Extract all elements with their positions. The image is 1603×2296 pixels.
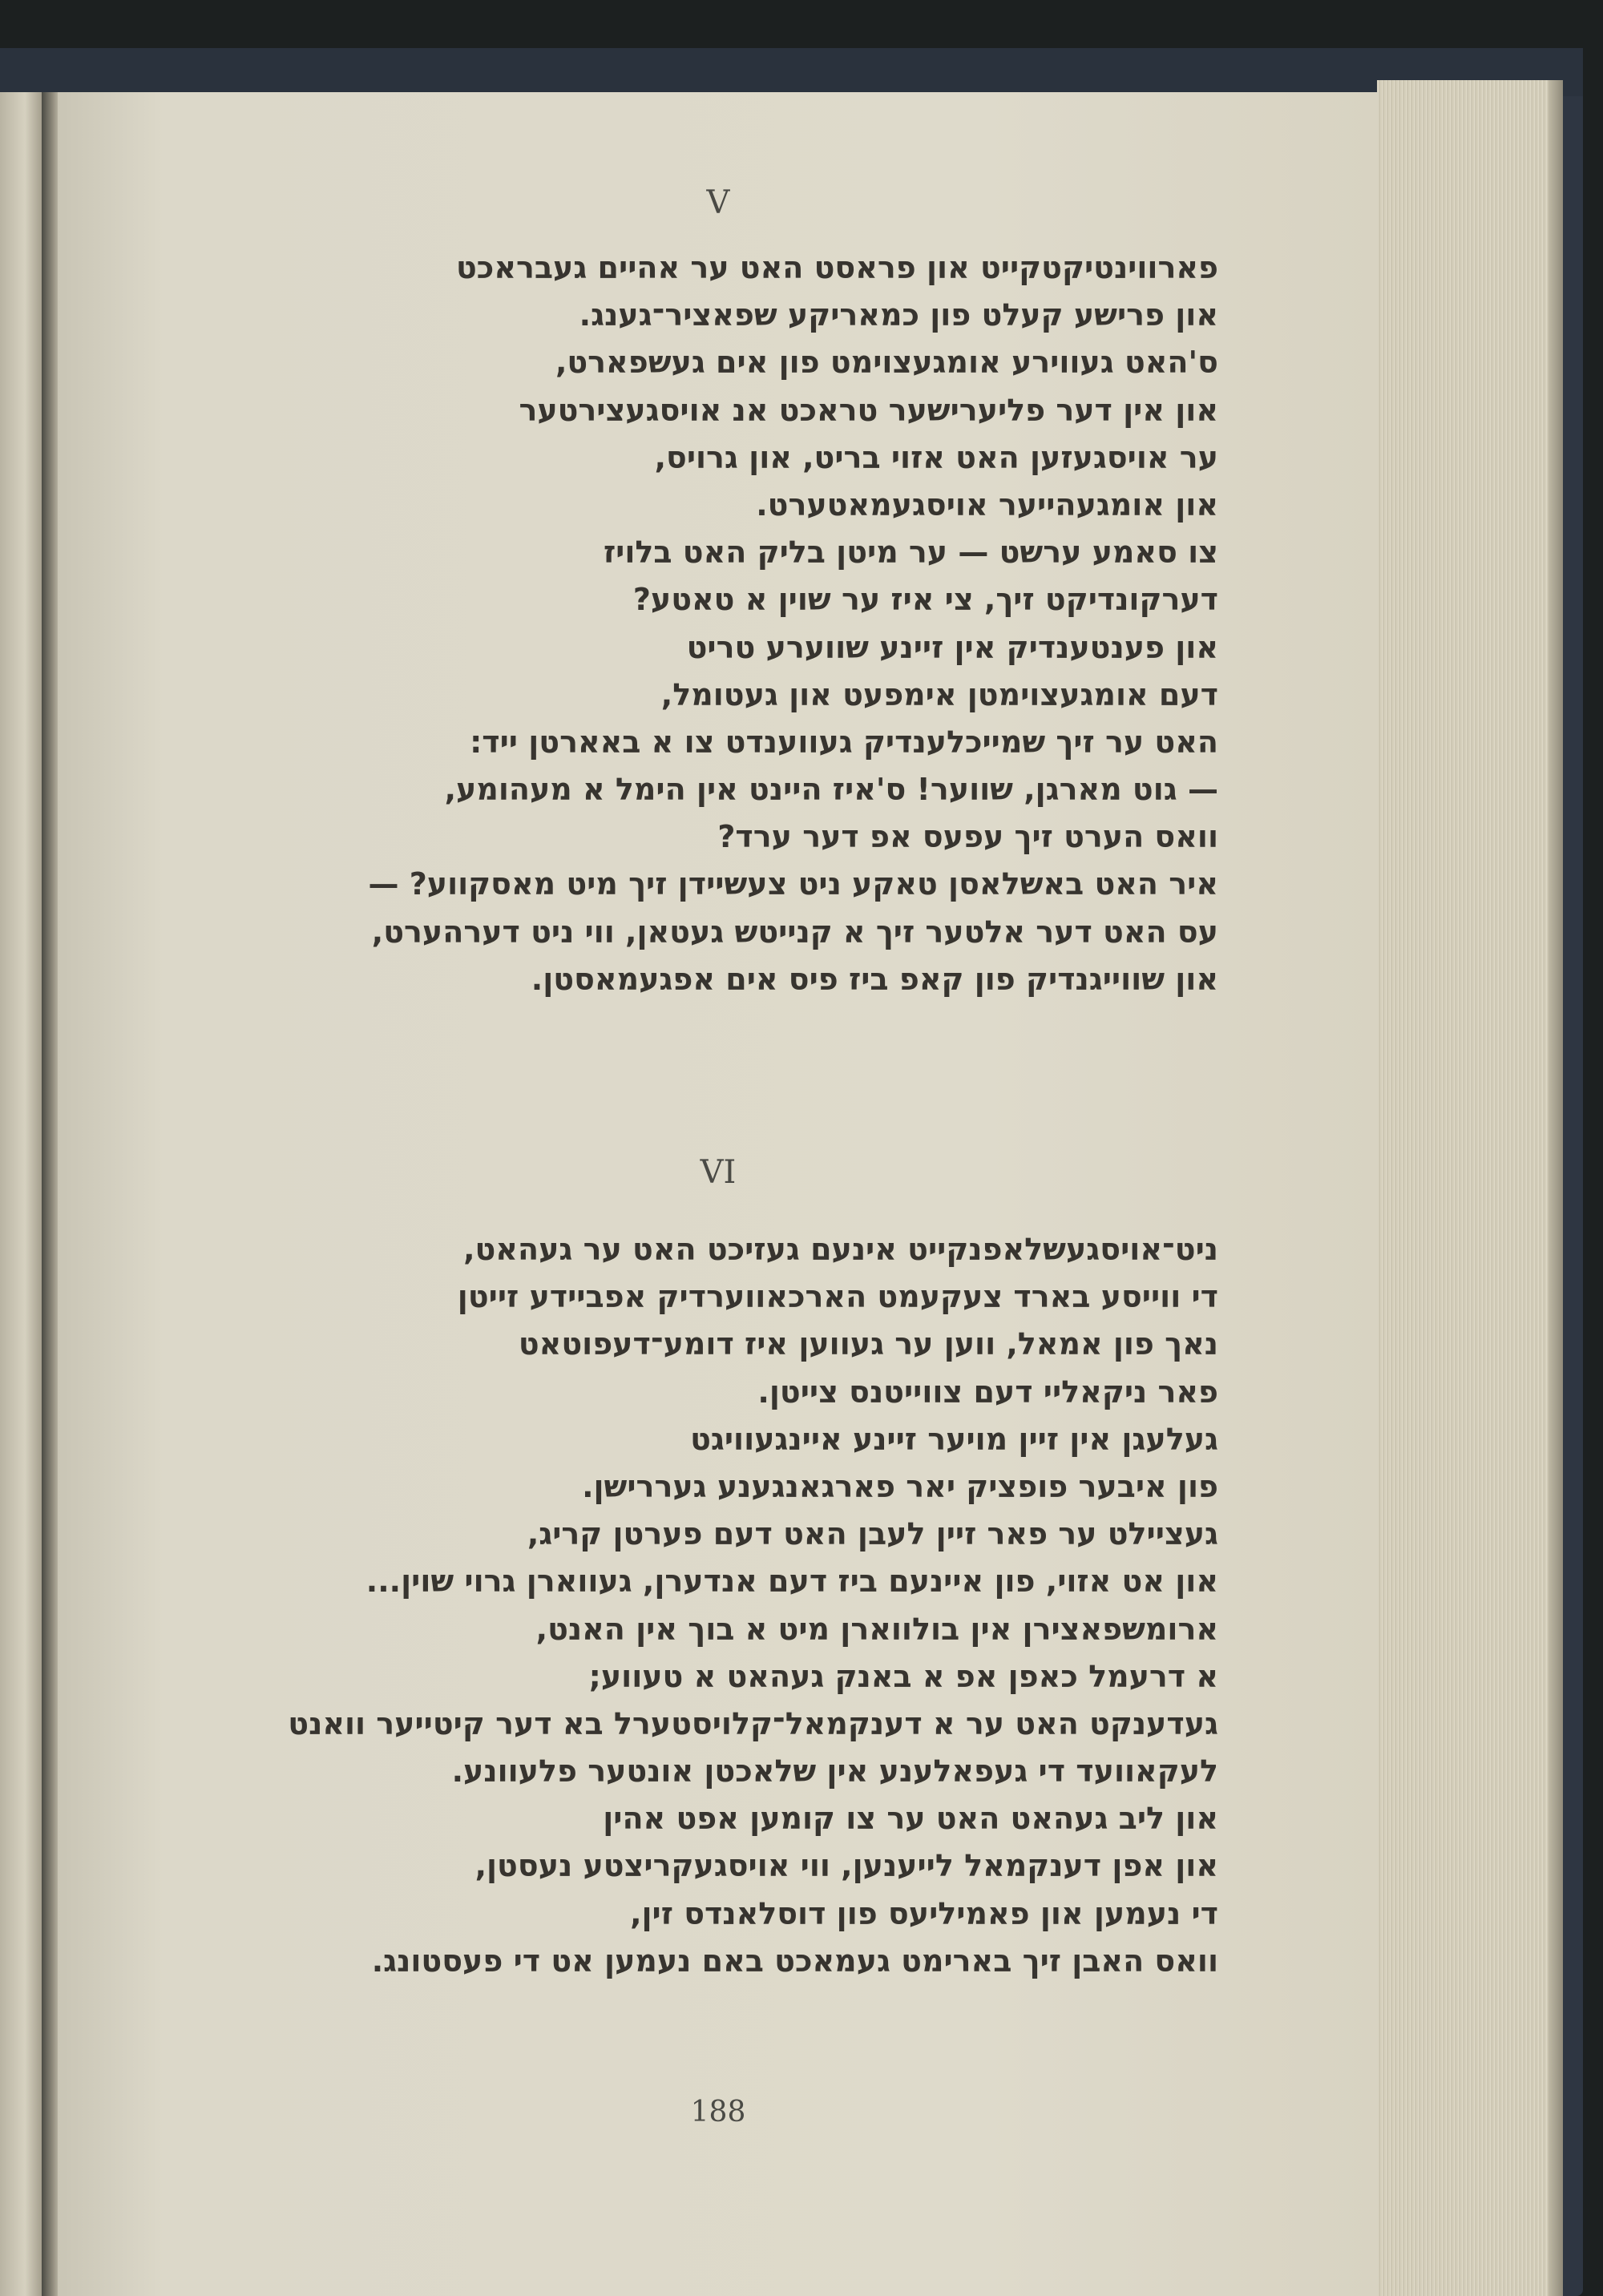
poem-line: און אפן דענקמאל לייענען, ווי אויסגעקריצטע נעסטן, <box>474 1848 1218 1884</box>
poem-stanza <box>176 1226 1218 1985</box>
poem-line: ס'האט געווירע אומגעצוימט פון אים געשפארט, <box>555 345 1218 381</box>
poem-line: און אט אזוי, פון איינעם ביז דעם אנדערן, געווארן גרוי שוין... <box>365 1564 1218 1600</box>
poem-line: — גוט מארגן, שווער! ס'איז היינט אין הימל א מעהומע, <box>444 772 1218 808</box>
page-number: 188 <box>690 2096 746 2129</box>
poem-line: און שווייגנדיק פון קאפ ביז פיס אים אפגעמאסטן. <box>531 961 1218 997</box>
page-block-edges <box>1377 80 1563 2296</box>
poem-line: געלעגן אין זיין מויער זיינע איינגעוויגט <box>690 1421 1218 1457</box>
poem-line: פארווינטיקטקייט און פראסט האט ער אהיים געבראכט <box>455 250 1218 285</box>
poem-line: נאך פון אמאל, ווען ער געווען איז דומע־דעפוטאט <box>518 1326 1218 1362</box>
poem-line: די נעמען און פאמיליעס פון דוסלאנדס זין, <box>630 1895 1218 1931</box>
book-page <box>58 92 1379 2296</box>
poem-line: געדענקט האט ער א דענקמאל־קלויסטערל בא דער קיטייער וואנט <box>288 1705 1218 1741</box>
poem-line: דעם אומגעצוימטן אימפעט און געטומל, <box>660 676 1218 712</box>
poem-line: איר האט באשלאסן טאקע ניט צעשיידן זיך מיט מאסקווע? — <box>368 866 1218 902</box>
poem-line: און אומגעהייער אויסגעמאטערט. <box>756 486 1218 523</box>
book-gutter <box>42 92 59 2296</box>
poem-line: די ווייסע בארד צעקעמט הארכאווערדיק אפביידע זייטן <box>457 1279 1218 1315</box>
poem-line: פאר ניקאליי דעם צווייטנס צייטן. <box>757 1374 1218 1410</box>
poem-line: ארומשפאצירן אין בולווארן מיט א בוך אין האנט, <box>535 1611 1218 1647</box>
poem-line: און אין דער פליערישער טראכט אנ אויסגעצירטער <box>519 392 1218 428</box>
poem-line: א דרעמל כאפן אפ א באנק געהאט א טעווע; <box>588 1658 1218 1694</box>
section-numeral: V <box>706 184 730 221</box>
facing-page-edge <box>0 92 42 2296</box>
poem-line: צו סאמע ערשט — ער מיטן בליק האט בלויז <box>603 535 1218 571</box>
poem-line: עס האט דער אלטער זיך א קנייטש געטאן, ווי ניט דערהערט, <box>371 914 1218 950</box>
poem-line: און ליב געהאט האט ער צו קומען אפט אהין <box>603 1801 1218 1837</box>
poem-line: וואס האבן זיך בארימט געמאכט באם נעמען אט די פעסטונג. <box>371 1943 1218 1979</box>
poem-line: און פרישע קעלט פון כמאריקע שפאציר־גענג. <box>579 297 1218 333</box>
poem-line: פון איבער פופציק יאר פארגאנגענע געררישן. <box>582 1468 1218 1504</box>
poem-stanza <box>176 244 1218 1003</box>
section-numeral: VI <box>700 1154 737 1191</box>
poem-line: וואס הערט זיך עפעס אפ דער ערד? <box>717 819 1218 855</box>
poem-line: לעקאוועד די געפאלענע אין שלאכטן אונטער פלעוונע. <box>451 1753 1218 1790</box>
book-cover-top-edge <box>0 48 1583 96</box>
poem-line: ער אויסגעזען האט אזוי בריט, און גרויס, <box>654 439 1218 475</box>
poem-line: האט ער זיך שמייכלענדיק געווענדט צו א באארטן ייד: <box>470 724 1218 760</box>
poem-line: און פענטענדיק אין זיינע שווערע טריט <box>686 629 1218 665</box>
poem-line: דערקונדיקט זיך, צי איז ער שוין א טאטע? <box>632 582 1218 618</box>
poem-line: געציילט ער פאר זיין לעבן האט דעם פערטן קריג, <box>527 1516 1218 1552</box>
poem-line: ניט־אויסגעשלאפנקייט אינעם געזיכט האט ער געהאט, <box>463 1232 1218 1267</box>
